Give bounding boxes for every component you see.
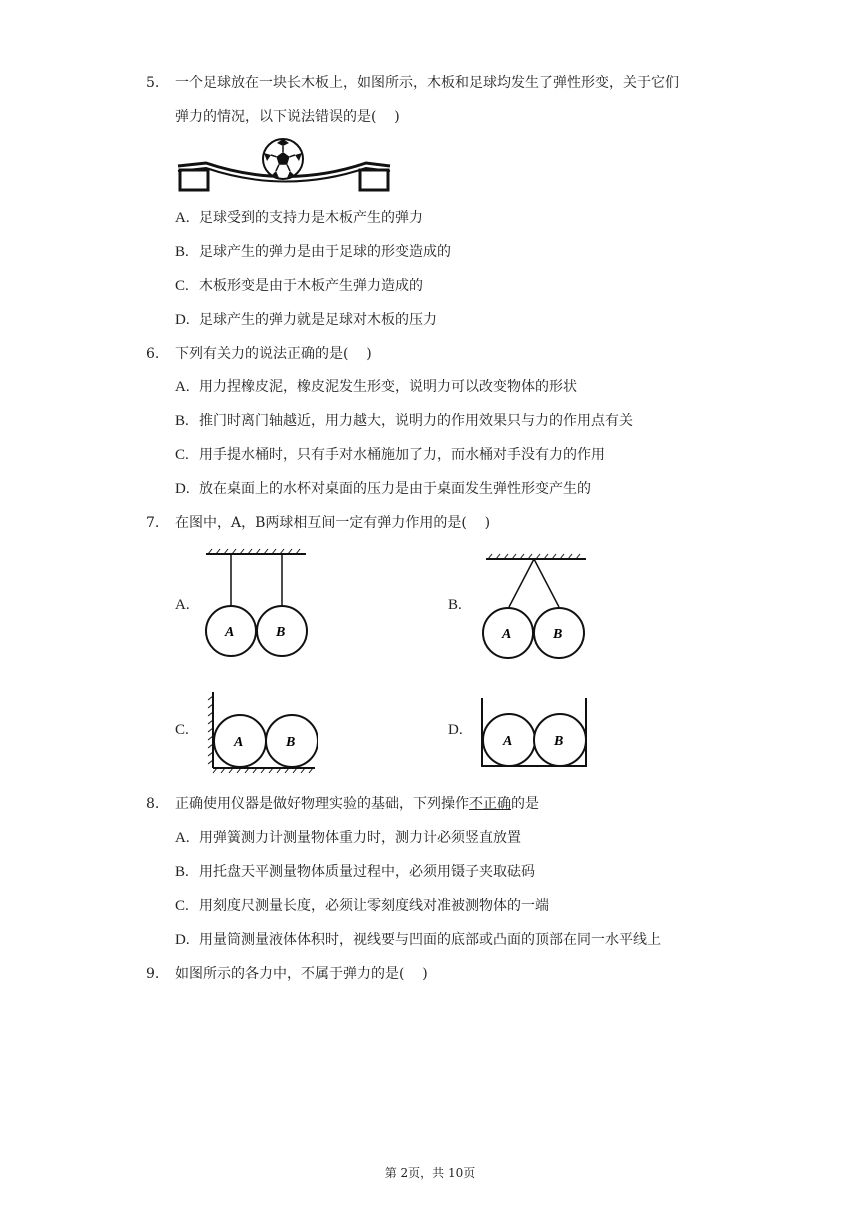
option-text: 足球产生的弹力是由于足球的形变造成的	[199, 244, 451, 260]
q7-figure-a	[200, 548, 315, 666]
q7-stem: 在图中，A，B两球相互间一定有弹力作用的是( )	[175, 515, 491, 531]
q5-option-c[interactable]	[175, 276, 423, 296]
option-text: 用量筒测量液体体积时，视线要与凹面的底部或凸面的顶部在同一水平线上	[199, 932, 661, 948]
option-letter: D.	[175, 312, 190, 328]
option-letter: C.	[175, 898, 189, 914]
q8-option-a[interactable]	[175, 828, 521, 848]
q7-figure-b	[478, 553, 590, 665]
ball-b-label: B	[554, 734, 564, 749]
ball-a-label: A	[234, 735, 244, 750]
option-text: 足球受到的支持力是木板产生的弹力	[199, 210, 423, 226]
q7-figure-label-c[interactable]: C.	[175, 722, 189, 738]
q5-option-b[interactable]	[175, 242, 451, 262]
q5-stem-line2: 弹力的情况，以下说法错误的是( )	[175, 109, 400, 125]
q5-football-on-board-figure	[176, 138, 392, 196]
q8-option-b[interactable]	[175, 862, 535, 882]
q5-option-a[interactable]	[175, 208, 423, 228]
ball-a-label: A	[503, 734, 513, 749]
q7-figure-label-b[interactable]: B.	[448, 597, 462, 613]
q7-number: 7.	[146, 515, 160, 531]
option-text: 用手提水桶时，只有手对水桶施加了力，而水桶对手没有力的作用	[199, 447, 605, 463]
q6-option-c[interactable]	[175, 445, 605, 465]
q8-stem-before: 正确使用仪器是做好物理实验的基础，下列操作	[175, 796, 469, 812]
q6-option-a[interactable]	[175, 377, 577, 397]
q5-stem-line1: 一个足球放在一块长木板上，如图所示，木板和足球均发生了弹性形变，关于它们	[175, 75, 679, 91]
option-text: 推门时离门轴越近，用力越大，说明力的作用效果只与力的作用点有关	[199, 413, 633, 429]
option-text: 用托盘天平测量物体质量过程中，必须用镊子夹取砝码	[199, 864, 535, 880]
q6-option-b[interactable]	[175, 411, 633, 431]
option-letter: A.	[175, 830, 190, 846]
q6-stem: 下列有关力的说法正确的是( )	[175, 346, 372, 362]
q7-figure-label-d[interactable]: D.	[448, 722, 463, 738]
option-letter: C.	[175, 447, 189, 463]
q6-option-d[interactable]	[175, 479, 591, 499]
q9-stem: 如图所示的各力中，不属于弹力的是( )	[175, 966, 428, 982]
ball-b-label: B	[553, 627, 563, 642]
option-text: 用刻度尺测量长度，必须让零刻度线对准被测物体的一端	[199, 898, 549, 914]
option-text: 放在桌面上的水杯对桌面的压力是由于桌面发生弹性形变产生的	[199, 481, 591, 497]
q8-stem	[175, 794, 539, 814]
ball-a-label: A	[225, 625, 235, 640]
option-letter: D.	[175, 932, 190, 948]
option-letter: B.	[175, 864, 189, 880]
option-letter: D.	[175, 481, 190, 497]
q8-option-d[interactable]	[175, 930, 661, 950]
option-text: 木板形变是由于木板产生弹力造成的	[199, 278, 423, 294]
q8-option-c[interactable]	[175, 896, 549, 916]
q7-figure-c	[203, 690, 318, 774]
ball-b-label: B	[276, 625, 286, 640]
option-text: 用弹簧测力计测量物体重力时，测力计必须竖直放置	[199, 830, 521, 846]
option-letter: C.	[175, 278, 189, 294]
option-text: 用力捏橡皮泥，橡皮泥发生形变，说明力可以改变物体的形状	[199, 379, 577, 395]
option-letter: A.	[175, 210, 190, 226]
q9-number: 9.	[146, 966, 160, 982]
ball-b-label: B	[286, 735, 296, 750]
q7-figure-d	[476, 696, 592, 770]
option-text: 足球产生的弹力就是足球对木板的压力	[199, 312, 437, 328]
option-letter: B.	[175, 244, 189, 260]
page-footer: 第 2页，共 10页	[384, 1166, 476, 1180]
q6-number: 6.	[146, 346, 160, 362]
q5-option-d[interactable]	[175, 310, 437, 330]
q5-number: 5.	[146, 75, 160, 91]
option-letter: B.	[175, 413, 189, 429]
q8-stem-underlined: 不正确	[469, 796, 511, 812]
ball-a-label: A	[502, 627, 512, 642]
q7-figure-label-a[interactable]: A.	[175, 597, 190, 613]
option-letter: A.	[175, 379, 190, 395]
q8-number: 8.	[146, 796, 160, 812]
q8-stem-after: 的是	[511, 796, 539, 812]
